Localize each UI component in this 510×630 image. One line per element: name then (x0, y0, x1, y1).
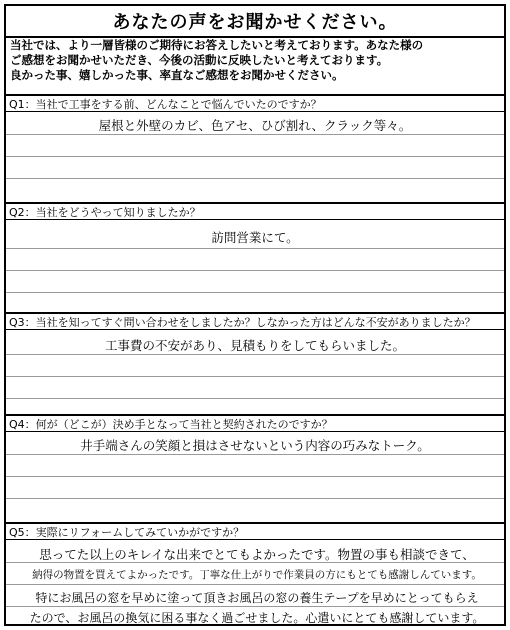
ruled-line (6, 292, 504, 293)
ruled-line (6, 156, 504, 157)
answer-5-area (6, 540, 504, 626)
question-2-label: Q2：当社をどうやって知りましたか？ (6, 202, 504, 220)
ruled-line (6, 248, 504, 249)
question-4-label: Q4：何が（どこが）決め手となって当社と契約されたのですか？ (6, 414, 504, 432)
question-5-label: Q5：実際にリフォームしてみていかがですか？ (6, 522, 504, 540)
intro-line: 良かった事、嬉しかった事、率直なご感想をお聞かせください。 (10, 68, 344, 82)
ruled-line (6, 476, 504, 477)
answer-4-text: 井手端さんの笑顔と損はさせないという内容の巧みなトーク。 (80, 438, 430, 453)
answer-4-area (6, 432, 504, 522)
answer-2-text: 訪問営業にて。 (211, 230, 299, 245)
feedback-form (4, 4, 506, 626)
question-1-label: Q1：当社で工事をする前、どんなことで悩んでいたのですか？ (6, 94, 504, 112)
ruled-line (6, 178, 504, 179)
ruled-line (6, 134, 504, 135)
intro-text (10, 38, 498, 83)
question-3-label: Q3：当社を知ってすぐ問い合わせをしましたか？しなかった方はどんな不安がありましたか？ (6, 312, 504, 330)
ruled-line (6, 398, 504, 399)
ruled-line (6, 606, 504, 607)
answer-1-text: 屋根と外壁のカビ、色アセ、ひび割れ、クラック等々。 (98, 118, 412, 133)
intro-line: ご感想をお聞かせいただき、今後の活動に反映したいと考えております。 (10, 53, 389, 67)
ruled-line (6, 270, 504, 271)
ruled-line (6, 454, 504, 455)
ruled-line (6, 498, 504, 499)
answer-3-text: 工事費の不安があり、見積もりをしてもらいました。 (104, 338, 405, 353)
answer-1-area (6, 112, 504, 202)
ruled-line (6, 584, 504, 585)
answer-5-line: 納得の物置を買えてよかったです。丁寧な仕上がりで作業員の方にもとても感謝しんています。 (32, 569, 482, 581)
answer-5-line: 思ってた以上のキレイな出来でとてもよかったです。物置の事も相談できて、 (39, 547, 475, 562)
ruled-line (6, 562, 504, 563)
answer-3-area (6, 330, 504, 414)
answer-5-line: 特にお風呂の窓を早めに塗って頂きお風呂の窓の養生テープを早めにとってもらえ (35, 591, 479, 605)
answer-5-line: たので、お風呂の換気に困る事なく過ごせました。心遣いにとても感謝しています。 (29, 611, 485, 625)
answer-2-area (6, 220, 504, 312)
intro-line: 当社では、より一層皆様のご期待にお答えしたいと考えております。あなた様の (10, 38, 424, 52)
ruled-line (6, 354, 504, 355)
form-title: あなたの声をお聞かせください。 (6, 6, 504, 38)
ruled-line (6, 376, 504, 377)
